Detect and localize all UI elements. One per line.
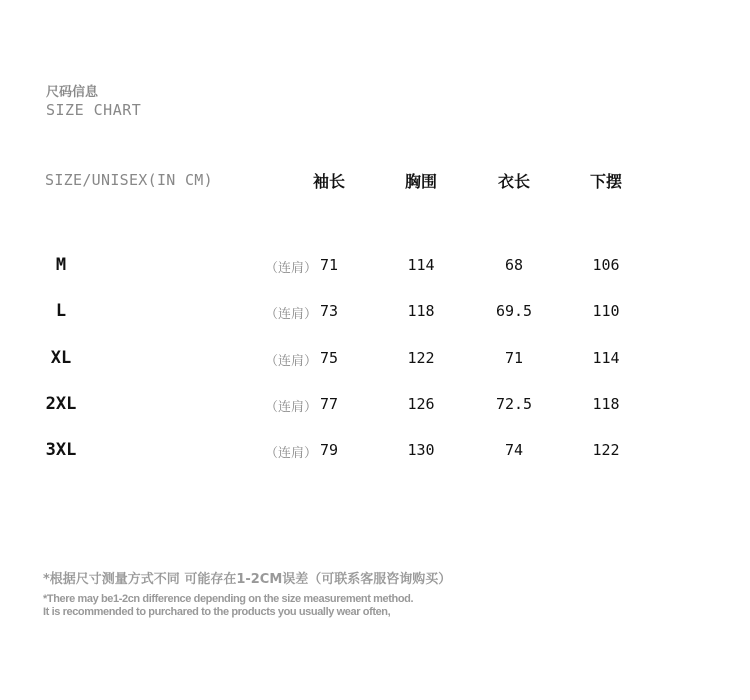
measurement-note-en-line2: It is recommended to purchared to the products you usually wear often, [43,606,391,618]
hem-value: 114 [592,349,620,367]
size-column-label: SIZE/UNISEX(IN CM) [45,171,213,189]
sleeve-note: （连肩） [265,261,318,276]
column-header-length: 衣长 [497,172,531,191]
size-label: M [55,255,67,275]
sleeve-value: 79 [319,441,339,459]
length-value: 72.5 [495,395,533,413]
chest-value: 114 [407,256,435,274]
chest-value: 118 [407,302,435,320]
sleeve-note: （连肩） [265,400,318,415]
length-value: 69.5 [495,302,533,320]
size-label: 3XL [45,440,77,460]
hem-value: 106 [592,256,620,274]
sleeve-value: 73 [319,302,339,320]
sleeve-value: 71 [319,256,339,274]
measurement-note-en-line1: *There may be1-2cn difference depending on the size measurement method. [43,593,414,605]
length-value: 68 [504,256,524,274]
table-row [0,440,750,464]
chest-value: 130 [407,441,435,459]
hem-value: 118 [592,395,620,413]
table-row [0,394,750,418]
length-value: 74 [504,441,524,459]
sleeve-note: （连肩） [265,354,318,369]
table-row [0,301,750,325]
hem-value: 110 [592,302,620,320]
column-header-chest: 胸围 [404,172,438,191]
size-info-title-cn: 尺码信息 [46,85,99,100]
sleeve-value: 75 [319,349,339,367]
sleeve-value: 77 [319,395,339,413]
column-header-sleeve-length: 袖长 [312,172,346,191]
size-label: 2XL [45,394,77,414]
sleeve-note: （连肩） [265,307,318,322]
length-value: 71 [504,349,524,367]
hem-value: 122 [592,441,620,459]
table-row [0,255,750,279]
sleeve-note: （连肩） [265,446,318,461]
size-label: XL [50,348,72,368]
column-header-hem: 下摆 [589,172,623,191]
table-row [0,348,750,372]
chest-value: 122 [407,349,435,367]
measurement-note-cn: *根据尺寸测量方式不同 可能存在1-2CM误差（可联系客服咨询购买） [43,572,452,587]
chest-value: 126 [407,395,435,413]
size-chart-title-en: SIZE CHART [46,101,142,119]
size-label: L [55,301,67,321]
